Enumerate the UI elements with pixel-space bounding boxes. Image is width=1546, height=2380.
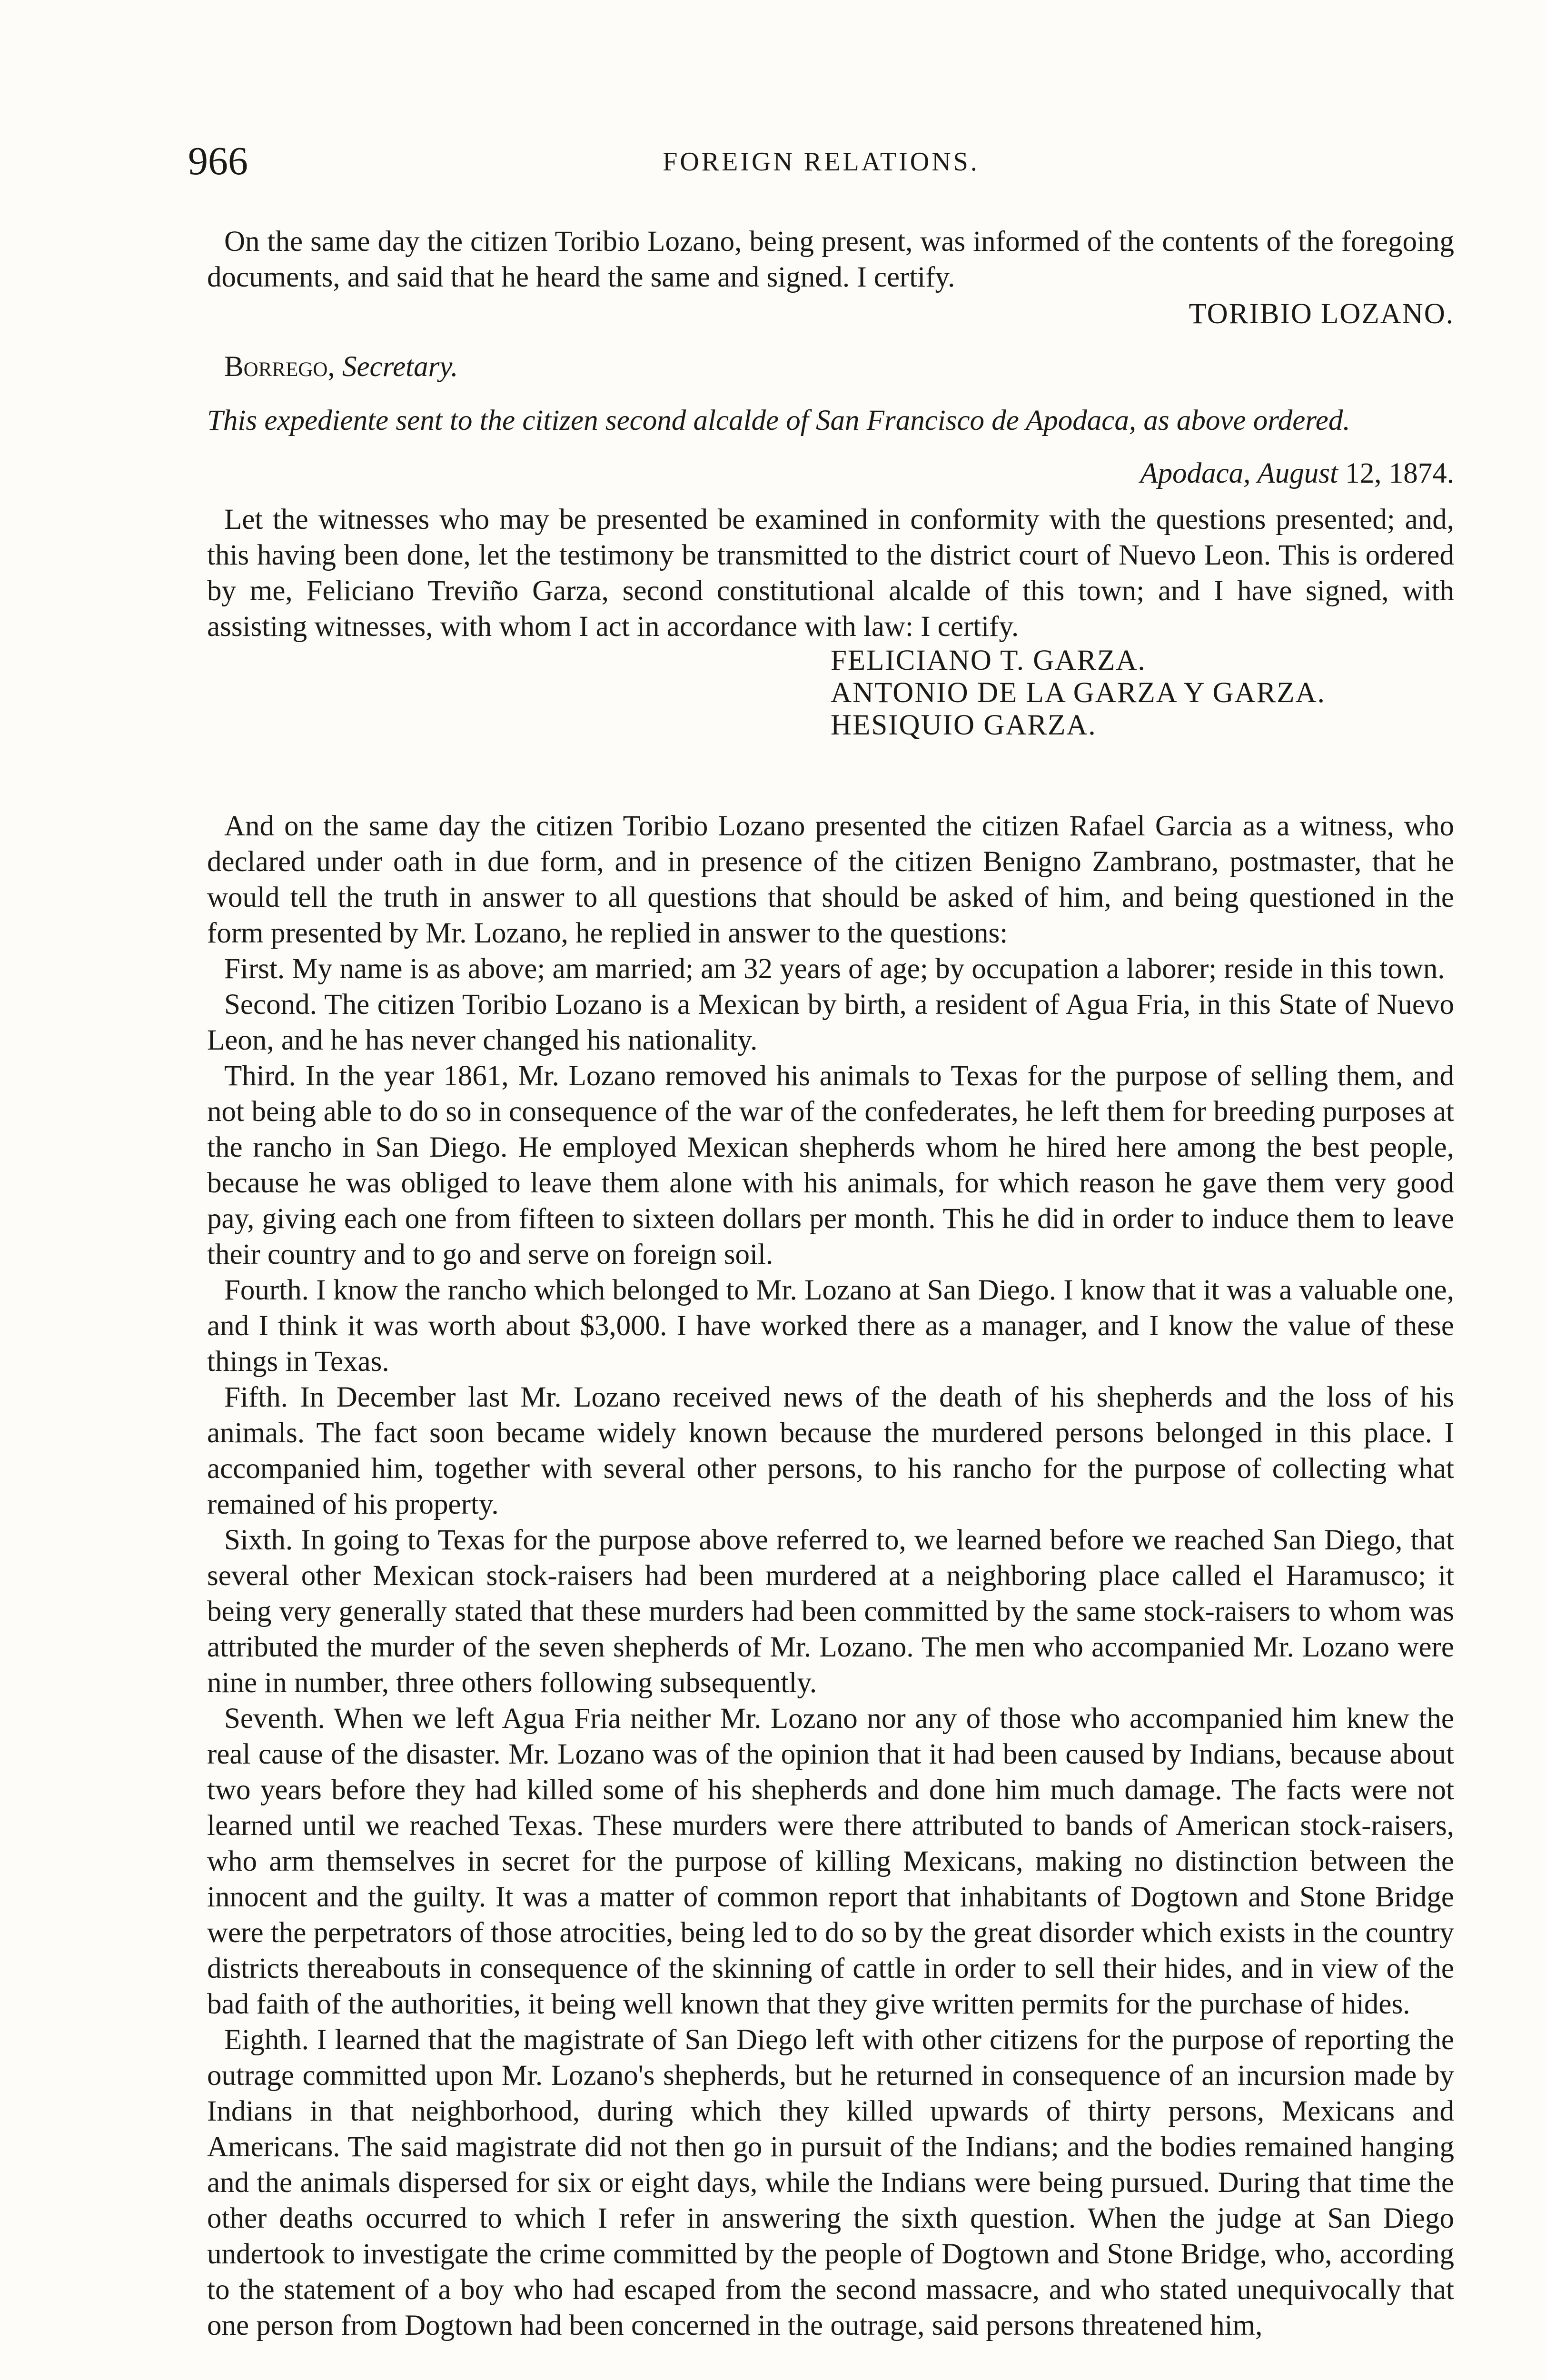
running-title: FOREIGN RELATIONS. <box>663 147 980 177</box>
signature-line: FELICIANO T. GARZA. <box>831 645 1146 676</box>
secretary-title: Secretary. <box>342 351 458 383</box>
answer-fifth: Fifth. In December last Mr. Lozano received news of the death of his shepherds and the loss of his animals. The fact soon became widely known because the murdered persons belonged in this place. I accompanied him, together with several other persons, to his rancho for the purpose of collecting what remained of his property. <box>207 1381 1454 1520</box>
expediente-note: This expediente sent to the citizen second alcalde of San Francisco de Apodaca, as above ordered. <box>207 405 1350 436</box>
page-number: 966 <box>188 139 248 183</box>
page-body <box>207 224 1454 2343</box>
secretary-line <box>224 349 1454 385</box>
dateline <box>207 456 1454 491</box>
page-header <box>188 138 1454 190</box>
answer-seventh: Seventh. When we left Agua Fria neither Mr. Lozano nor any of those who accompanied him knew the real cause of the disaster. Mr. Lozano was of the opinion that it had been caused by Indians, because about two years before they had killed some of his shepherds and done him much damage. The facts were not learned until we reached Texas. These murders were there attributed to bands of American stock-raisers, who arm themselves in secret for the purpose of killing Mexicans, making no distinction between the innocent and the guilty. It was a matter of common report that inhabitants of Dogtown and Stone Bridge were the perpetrators of those atrocities, being led to do so by the great disorder which exists in the country districts thereabouts in consequence of the skinning of cattle in order to sell their hides, and in view of the bad faith of the authorities, it being well known that they give written permits for the purchase of hides. <box>207 1703 1454 2020</box>
signature-block <box>831 645 1454 742</box>
secretary-name: Borrego, <box>224 351 335 383</box>
intro-paragraph: On the same day the citizen Toribio Lozano, being present, was informed of the contents of the foregoing documents, and said that he heard the same and signed. I certify. <box>207 226 1454 293</box>
testimony-intro-paragraph: And on the same day the citizen Toribio Lozano presented the citizen Rafael Garcia as a witness, who declared under oath in due form, and in presence of the citizen Benigno Zambrano, postmaster, that he would tell the truth in answer to all questions that should be asked of him, and being questioned in the form presented by Mr. Lozano, he replied in answer to the questions: <box>207 810 1454 949</box>
signature-line: HESIQUIO GARZA. <box>831 709 1097 741</box>
answer-sixth: Sixth. In going to Texas for the purpose above referred to, we learned before we reached San Diego, that several other Mexican stock-raisers had been murdered at a neighboring place called el Haramusco; it being very generally stated that these murders had been committed by the same stock-raisers to whom was attributed the murder of the seven shepherds of Mr. Lozano. The men who accompanied Mr. Lozano were nine in number, three others following subsequently. <box>207 1524 1454 1699</box>
answer-eighth: Eighth. I learned that the magistrate of San Diego left with other citizens for the purpose of reporting the outrage committed upon Mr. Lozano's shepherds, but he returned in consequence of an incursion made by Indians in that neighborhood, during which they killed upwards of thirty persons, Mexicans and Americans. The said magistrate did not then go in pursuit of the Indians; and the bodies remained hanging and the animals dispersed for six or eight days, while the Indians were being pursued. During that time the other deaths occurred to which I refer in answering the sixth question. When the judge at San Diego undertook to investigate the crime committed by the people of Dogtown and Stone Bridge, who, according to the statement of a boy who had escaped from the second massacre, and who stated unequivocally that one person from Dogtown had been concerned in the outrage, said persons threatened him, <box>207 2024 1454 2341</box>
answer-fourth: Fourth. I know the rancho which belonged to Mr. Lozano at San Diego. I know that it was a valuable one, and I think it was worth about $3,000. I have worked there as a manager, and I know the value of these things in Texas. <box>207 1274 1454 1378</box>
signature-toribio-lozano: TORIBIO LOZANO. <box>1189 298 1454 330</box>
answer-second: Second. The citizen Toribio Lozano is a Mexican by birth, a resident of Agua Fria, in this State of Nuevo Leon, and he has never changed his nationality. <box>207 989 1454 1056</box>
alcalde-order-paragraph: Let the witnesses who may be presented be examined in conformity with the questions presented; and, this having been done, let the testimony be transmitted to the district court of Nuevo Leon. This is ordered by me, Feliciano Treviño Garza, second constitutional alcalde of this town; and I have signed, with assisting witnesses, with whom I act in accordance with law: I certify. <box>207 504 1454 643</box>
answer-first: First. My name is as above; am married; am 32 years of age; by occupation a laborer; reside in this town. <box>224 953 1445 985</box>
dateline-date: 12, 1874. <box>1345 457 1454 489</box>
signature-line: ANTONIO DE LA GARZA Y GARZA. <box>831 677 1326 709</box>
dateline-place: Apodaca, August <box>1140 457 1338 489</box>
answer-third: Third. In the year 1861, Mr. Lozano removed his animals to Texas for the purpose of selling them, and not being able to do so in consequence of the war of the confederates, he left them for breeding purposes at the rancho in San Diego. He employed Mexican shepherds whom he hired here among the best people, because he was obliged to leave them alone with his animals, for which reason he gave them very good pay, giving each one from fifteen to sixteen dollars per month. This he did in order to induce them to leave their country and to go and serve on foreign soil. <box>207 1060 1454 1270</box>
